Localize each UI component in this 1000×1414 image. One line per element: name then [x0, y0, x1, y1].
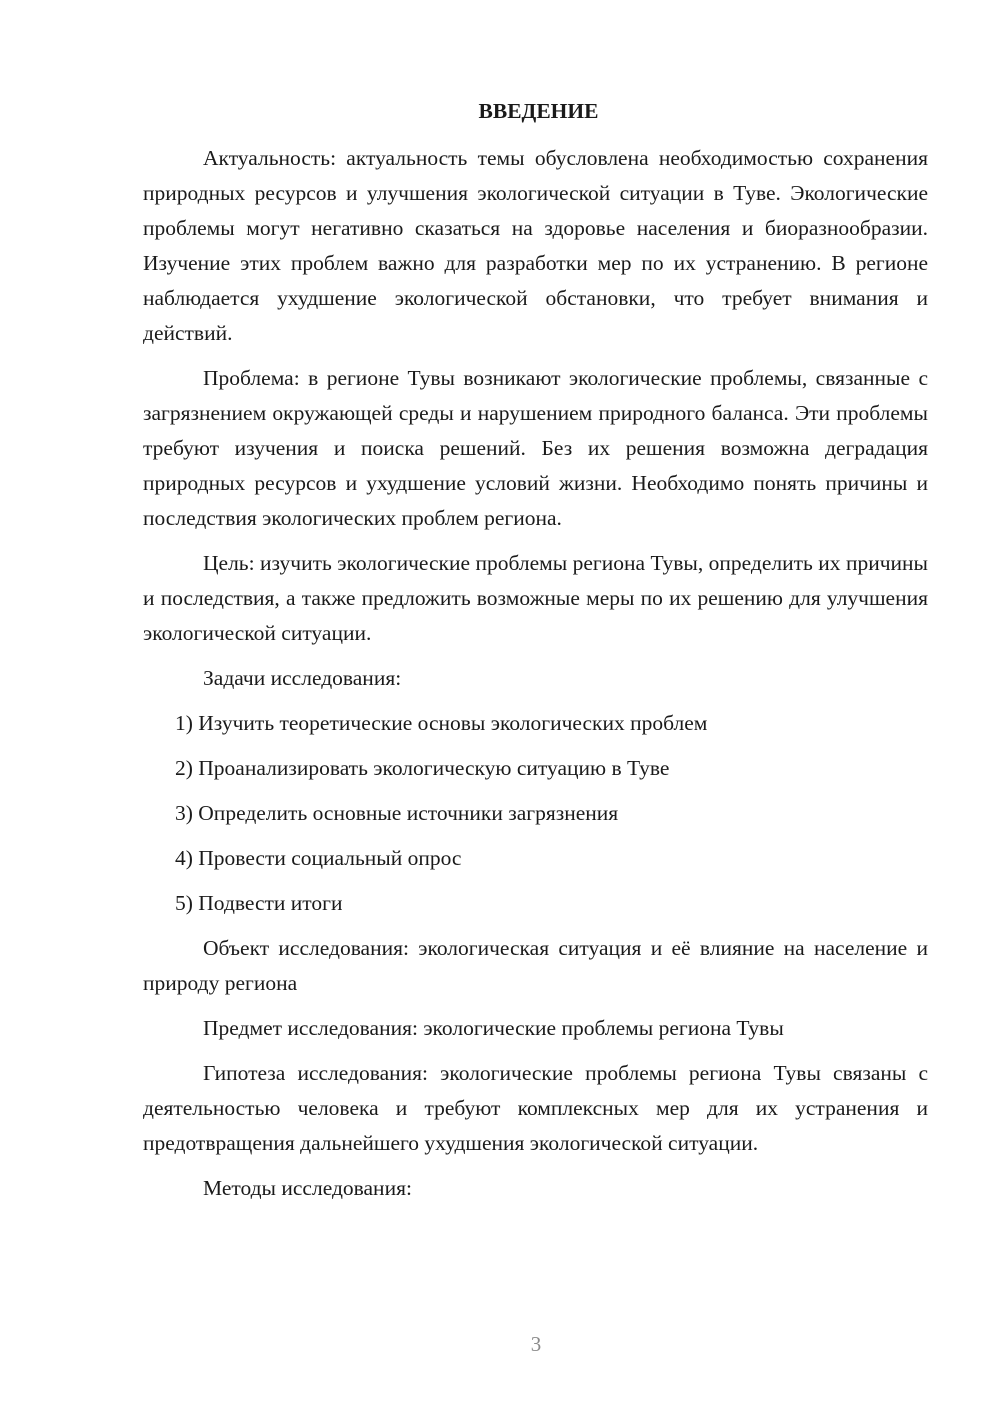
hypothesis-paragraph: Гипотеза исследования: экологические проблемы региона Тувы связаны с деятельностью человека и требуют комплексных мер для их устранения и предотвращения дальнейшего ухудшения экологической ситуации. — [143, 1061, 928, 1155]
tasks-list — [143, 706, 928, 921]
object-paragraph: Объект исследования: экологическая ситуация и её влияние на население и природу региона — [143, 936, 928, 995]
task-item-1: 1) Изучить теоретические основы экологических проблем — [175, 711, 708, 735]
task-item-3: 3) Определить основные источники загрязнения — [175, 801, 619, 825]
page-content — [143, 94, 928, 1216]
problem-paragraph: Проблема: в регионе Тувы возникают экологические проблемы, связанные с загрязнением окружающей среды и нарушением природного баланса. Эти проблемы требуют изучения и поиска решений. Без их решения возможна деградация природных ресурсов и ухудшение условий жизни. Необходимо понять причины и последствия экологических проблем региона. — [143, 366, 928, 530]
task-item-4: 4) Провести социальный опрос — [175, 846, 462, 870]
task-item-5: 5) Подвести итоги — [175, 891, 343, 915]
section-title: ВВЕДЕНИЕ — [478, 99, 599, 123]
task-item-2: 2) Проанализировать экологическую ситуацию в Туве — [175, 756, 670, 780]
goal-paragraph: Цель: изучить экологические проблемы региона Тувы, определить их причины и последствия, а также предложить возможные меры по их решению для улучшения экологической ситуации. — [143, 551, 928, 645]
relevance-paragraph: Актуальность: актуальность темы обусловлена необходимостью сохранения природных ресурсов и улучшения экологической ситуации в Туве. Экологические проблемы могут негативно сказаться на здоровье населения и биоразнообразии. Изучение этих проблем важно для разработки мер по их устранению. В регионе наблюдается ухудшение экологической обстановки, что требует внимания и действий. — [143, 146, 928, 345]
subject-paragraph: Предмет исследования: экологические проблемы региона Тувы — [203, 1016, 784, 1040]
tasks-heading: Задачи исследования: — [203, 666, 402, 690]
methods-heading: Методы исследования: — [203, 1176, 412, 1200]
page-number: 3 — [530, 1332, 542, 1356]
